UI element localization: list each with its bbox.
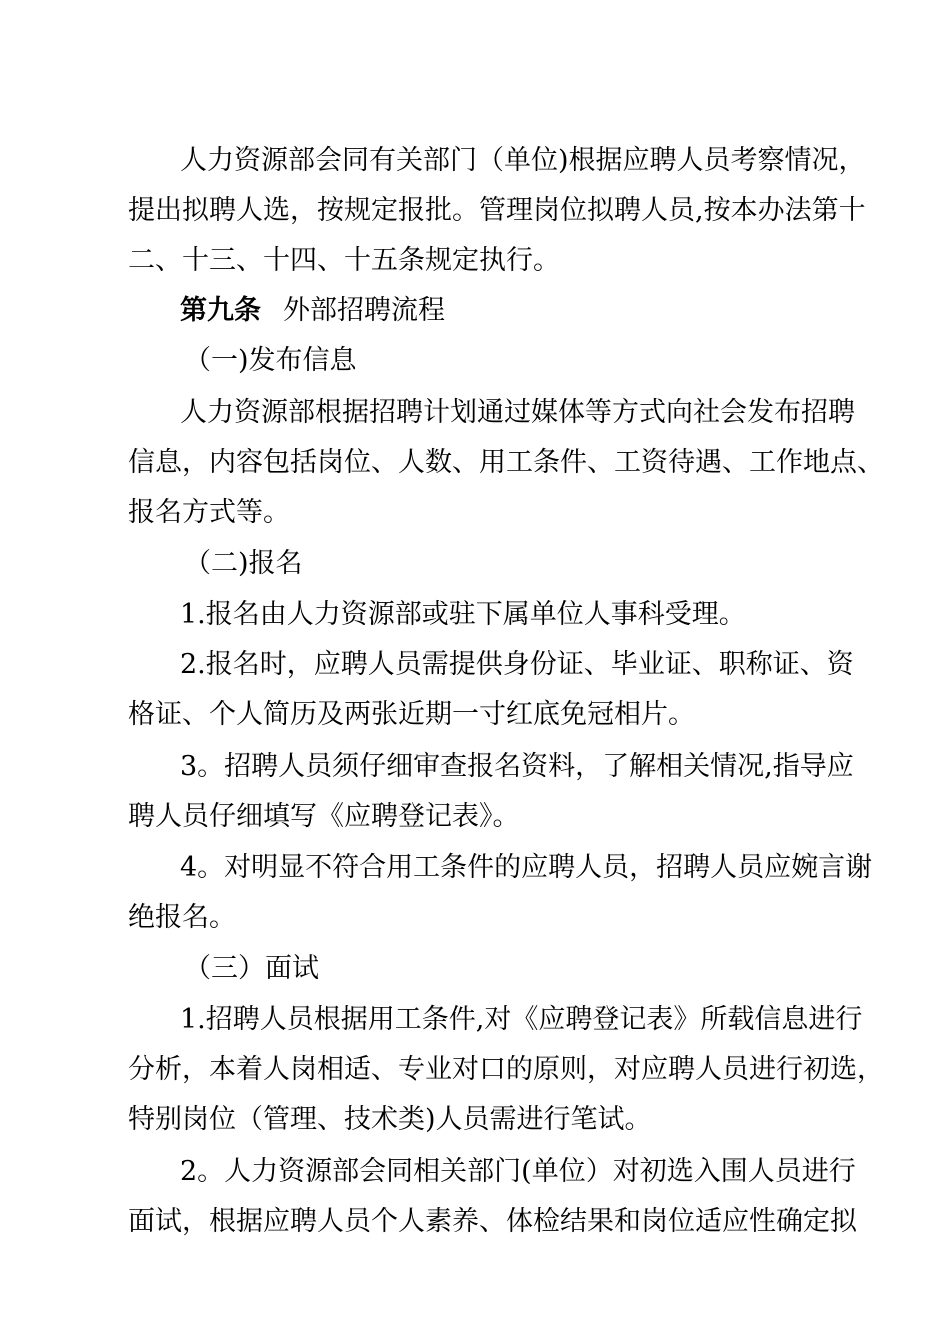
paragraph-line: 信息，内容包括岗位、人数、用工条件、工资待遇、工作地点、 xyxy=(128,447,884,478)
paragraph-line: 人力资源部根据招聘计划通过媒体等方式向社会发布招聘 xyxy=(180,397,855,428)
paragraph-line: 聘人员仔细填写《应聘登记表》。 xyxy=(128,801,520,832)
paragraph-line: 提出拟聘人选，按规定报批。管理岗位拟聘人员,按本办法第十 xyxy=(128,195,866,226)
list-item: 2。人力资源部会同相关部门(单位）对初选入围人员进行 xyxy=(180,1156,856,1187)
paragraph-line: 绝报名。 xyxy=(128,902,236,933)
paragraph-line: 报名方式等。 xyxy=(128,497,290,528)
list-item: 3。招聘人员须仔细审查报名资料，了解相关情况,指导应 xyxy=(180,751,854,782)
article-number: 第九条 xyxy=(180,295,261,326)
list-item: 4。对明显不符合用工条件的应聘人员，招聘人员应婉言谢 xyxy=(180,852,873,883)
list-item: 2.报名时，应聘人员需提供身份证、毕业证、职称证、资 xyxy=(180,649,854,680)
paragraph-line: 面试，根据应聘人员个人素养、体检结果和岗位适应性确定拟 xyxy=(128,1206,857,1237)
article-heading xyxy=(180,294,445,328)
paragraph-line: 二、十三、十四、十五条规定执行。 xyxy=(128,245,560,276)
list-item: 1.招聘人员根据用工条件,对《应聘登记表》所载信息进行 xyxy=(180,1004,863,1035)
paragraph-line: 分析，本着人岗相适、专业对口的原则，对应聘人员进行初选， xyxy=(128,1054,884,1085)
article-title: 外部招聘流程 xyxy=(283,295,445,326)
section-heading: （二)报名 xyxy=(184,548,303,579)
section-heading: （一)发布信息 xyxy=(184,345,357,376)
paragraph-line: 特别岗位（管理、技术类)人员需进行笔试。 xyxy=(128,1104,652,1135)
paragraph-line: 格证、个人简历及两张近期一寸红底免冠相片。 xyxy=(128,699,695,730)
list-item: 1.报名由人力资源部或驻下属单位人事科受理。 xyxy=(180,599,746,630)
paragraph-line: 人力资源部会同有关部门（单位)根据应聘人员考察情况， xyxy=(180,145,866,176)
section-heading: （三）面试 xyxy=(184,953,319,984)
